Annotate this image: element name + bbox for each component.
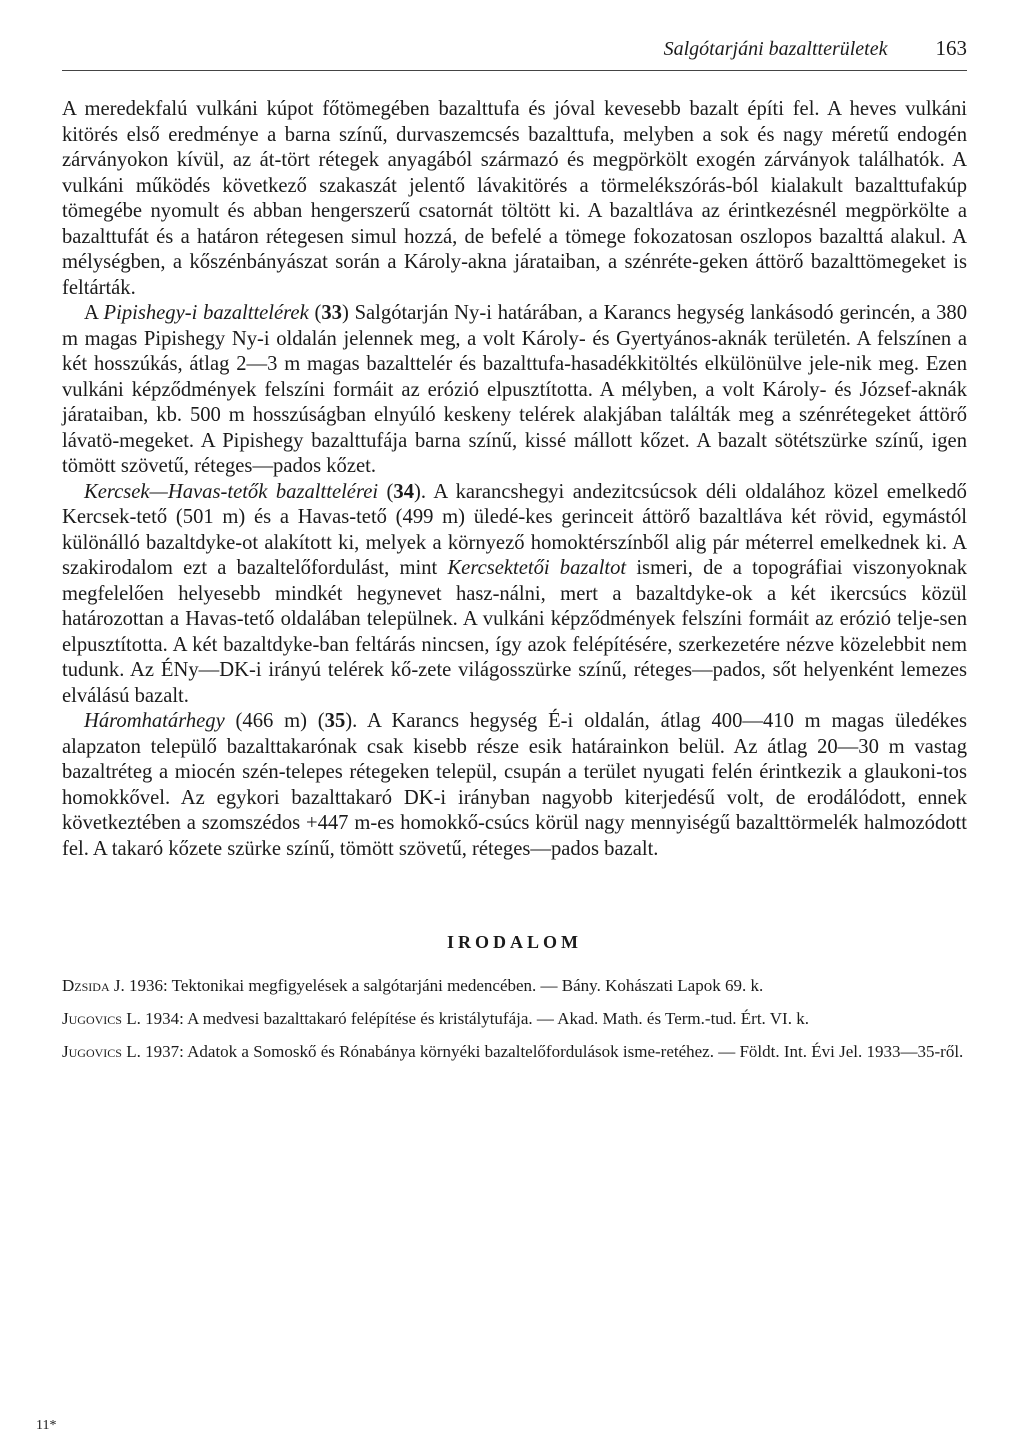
paragraph — [62, 301, 967, 480]
text-run: ). A Karancs hegység É-i oldalán, átlag 400—410 m magas üledékes alapzaton települő bazalttakarónak csak kisebb része esik határainkon belül. Az átlag 20—30 m vastag bazaltréteg a miocén szén-telepes rétegeken települ, csupán a terület nyugati felén érintkezik a glaukoni-tos homokkővel. Az egykori bazalttakaró DK-i irányban nagyobb kiterjedésű volt, de erodálódott, ennek következtében a szomszédos +447 m-es homokkő-csúcs körül nagy mennyiségű bazalttörmelék halmozódott fel. A takaró kőzete szürke színű, tömött szövetű, réteges—pados bazalt. — [62, 710, 968, 860]
figure-reference: 34 — [393, 480, 415, 503]
text-run: ) Salgótarján Ny-i határában, a Karancs hegység lankásodó gerincén, a 380 m magas Pipishegy Ny-i oldalán jelennek meg, a volt Károly- és Gyertyános-aknák területén. A felszínen a két hosszúkás, átlag 2—3 m magas bazalttelér és bazalttufa-hasadékkitöltés elkülönülve jele-nik meg. Ezen vulkáni képződmények felszíni formáit az erózió elpusztította. A mélyben, a volt Károly- és József-aknák járataiban, kb. 500 m hosszúságban elnyúló keskeny telérek alakjában találták meg a szénrétegeket áttörő lávatö-megeket. A Pipishegy bazalttufája barna színű, kissé mállott kőzet. A bazalt sötétszürke színű, igen tömött szövetű, réteges—pados kőzet. — [62, 302, 968, 477]
text-run: A — [84, 302, 104, 324]
reference-item — [62, 1008, 967, 1030]
italic-term: Kercsektetői bazaltot — [447, 557, 627, 579]
text-run: ( — [308, 302, 322, 324]
signature-mark: 11* — [36, 1418, 57, 1433]
paragraph — [62, 709, 967, 862]
reference-text: 1937: Adatok a Somoskő és Rónabánya környéki bazaltelőfordulások isme-retéhez. — Földt. Int. Évi Jel. 1933—35-ről. — [140, 1042, 964, 1061]
reference-author: Jugovics L. — [62, 1009, 141, 1028]
figure-reference: 35 — [324, 710, 346, 732]
reference-author: Dzsida J. — [62, 976, 125, 995]
section-title: IRODALOM — [447, 932, 582, 952]
page-number: 163 — [935, 36, 967, 60]
italic-term: Kercsek—Havas-tetők bazalttelérei — [84, 480, 379, 503]
text-run: (466 m) ( — [224, 710, 325, 732]
reference-item — [62, 975, 967, 997]
body-text — [62, 97, 967, 862]
running-title: Salgótarjáni bazaltterületek — [663, 38, 888, 60]
text-run: ismeri, de a topográfiai viszonyoknak megfelelően helyesebb mindkét hegynevet hasz-nálni, mert a bazaltdyke-ok a két ikercsúcs közül határozottan a Havas-tető oldalában települnek. A vulkáni képződmények felszíni formáit az erózió telje-sen elpusztította. A két bazaltdyke-ban feltárás nincsen, így azok felépítésére, szerkezetére nézve közelebbit nem tudunk. Az ÉNy—DK-i irányú telérek kő-zete világosszürke színű, réteges—pados, sőt helyenként lemezes elválású bazalt. — [62, 557, 968, 707]
text-run: A meredekfalú vulkáni kúpot főtömegében bazalttufa és jóval kevesebb bazalt építi fel. A heves vulkáni kitörés első eredménye a barna színű, durvaszemcsés bazalttufa, melyben a sok és nagy méretű endogén zárványokon kívül, az át-tört rétegek anyagából származó és megpörkölt exogén zárványok találhatók. A vulkáni működés következő szakaszát jelentő lávakitörés a törmelékszórás-ból kialakult bazalttufakúp tömegébe nyomult és abban hengerszerű csatornát töltött ki. A bazaltláva az érintkezésnél megpörkölte a bazalttufát és a határon rétegesen simul hozzá, de befelé a tömege fokozatosan oszlopos bazalttá alakul. A mélységben, a kőszénbányászat során a Károly-akna járataiban, a szénréte-geken áttörő bazalttömegeket is feltárták. — [62, 98, 967, 299]
reference-item — [62, 1041, 967, 1063]
reference-author: Jugovics L. — [62, 1042, 141, 1061]
running-header — [62, 36, 967, 71]
text-run: ). A karancshegyi andezitcsúcsok déli oldalához közel emelkedő Kercsek-tető (501 m) és a Havas-tető (499 m) üledé-kes gerinceit áttörő bazaltláva két rövid, egymástól különálló bazaltdyke-ot alakított ki, melyek a környező homoktérszínből alig pár méterrel emelkednek ki. A szakirodalom ezt a bazaltelőfordulást, mint — [62, 480, 967, 579]
paragraph — [62, 97, 967, 301]
figure-reference: 33 — [321, 302, 342, 324]
text-run: ( — [378, 480, 394, 503]
paragraph — [62, 480, 967, 710]
italic-term: Háromhatárhegy — [84, 710, 225, 732]
page — [62, 36, 967, 1074]
italic-term: Pipishegy-i bazalttelérek — [103, 302, 309, 324]
reference-text: 1934: A medvesi bazalttakaró felépítése és kristálytufája. — Akad. Math. és Term.-tud. Ért. VI. k. — [140, 1009, 809, 1028]
reference-text: 1936: Tektonikai megfigyelések a salgótarjáni medencében. — Bány. Kohászati Lapok 69. k. — [124, 976, 764, 995]
reference-list — [62, 975, 967, 1063]
